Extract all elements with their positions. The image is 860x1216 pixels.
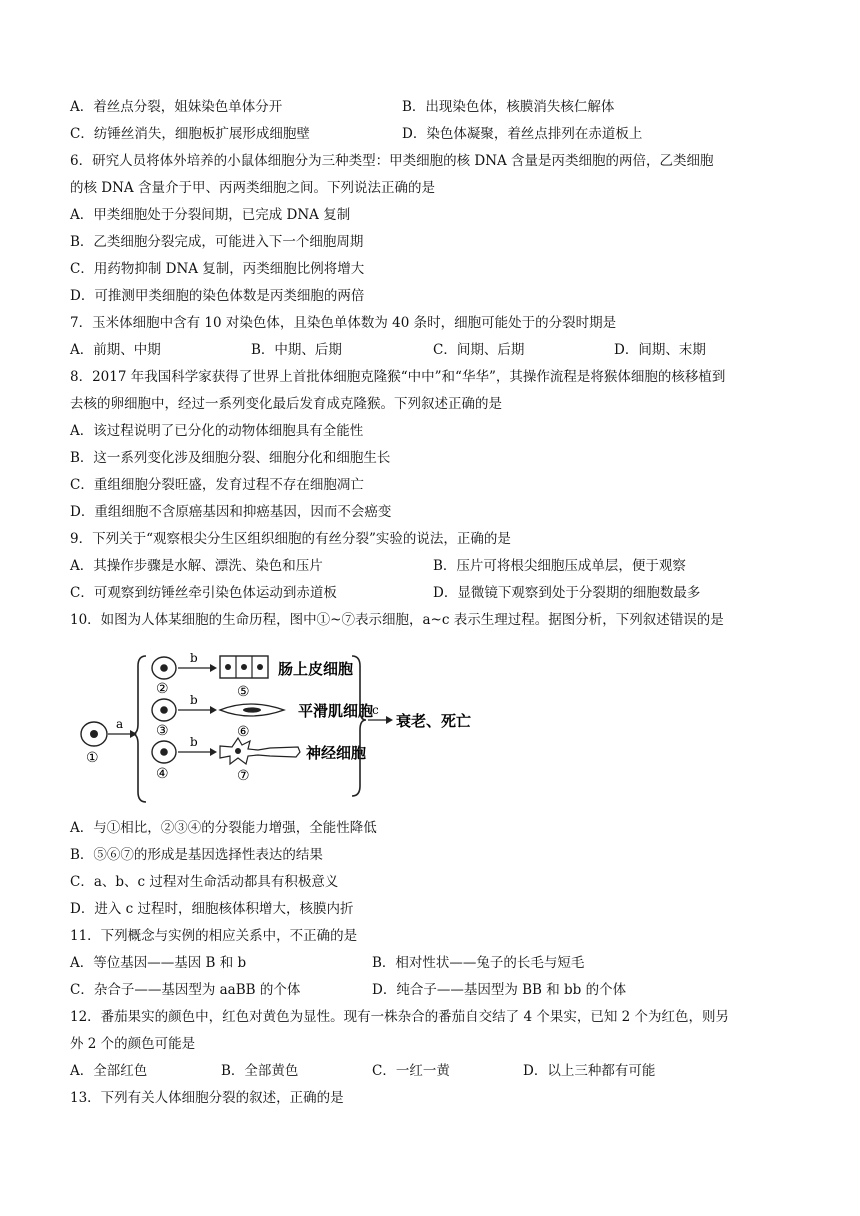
q5-options-row-2: [0, 124, 860, 144]
q8-option-b[interactable]: B．这一系列变化涉及细胞分裂、细胞分化和细胞生长: [70, 450, 391, 466]
q12-option-c[interactable]: C．一红一黄: [372, 1063, 450, 1079]
q11-stem: 11．下列概念与实例的相应关系中，不正确的是: [70, 928, 358, 944]
q9-option-d[interactable]: D．显微镜下观察到处于分裂期的细胞数最多: [433, 585, 701, 601]
q7-stem: 7．玉米体细胞中含有 10 对染色体，且染色单体数为 40 条时，细胞可能处于的分裂时期是: [70, 315, 617, 331]
q10-option-c[interactable]: C．a、b、c 过程对生命活动都具有积极意义: [70, 874, 339, 890]
q11-options-row-1: [0, 953, 860, 973]
q9-option-c[interactable]: C．可观察到纺锤丝牵引染色体运动到赤道板: [70, 585, 337, 601]
q7-option-b[interactable]: B．中期、后期: [251, 342, 342, 358]
process-b-label-1: b: [190, 651, 198, 665]
q10-option-d[interactable]: D．进入 c 过程时，细胞核体积增大，核膜内折: [70, 901, 354, 917]
q8-option-a[interactable]: A．该过程说明了已分化的动物体细胞具有全能性: [70, 423, 364, 439]
q9-option-a[interactable]: A．其操作步骤是水解、漂洗、染色和压片: [70, 558, 323, 574]
q9-options-row-2: [0, 583, 860, 603]
intestinal-cell-label: 肠上皮细胞: [278, 660, 354, 678]
intestinal-epithelial-cells: [220, 656, 268, 678]
q6-stem-line-1: 6．研究人员将体外培养的小鼠体细胞分为三种类型：甲类细胞的核 DNA 含量是丙类细胞的两倍，乙类细胞: [70, 153, 714, 169]
outcome-label: 衰老、死亡: [396, 712, 472, 730]
smooth-muscle-label: 平滑肌细胞: [298, 702, 374, 720]
q12-option-d[interactable]: D．以上三种都有可能: [523, 1063, 656, 1079]
q9-option-b[interactable]: B．压片可将根尖细胞压成单层，便于观察: [433, 558, 686, 574]
cell-6-label: ⑥: [237, 724, 250, 740]
cell-life-history-diagram: [70, 648, 490, 808]
cell-3-label: ③: [156, 723, 169, 739]
cell-1: [81, 722, 107, 746]
q7-option-d[interactable]: D．间期、末期: [614, 342, 706, 358]
cell-2: [152, 657, 176, 679]
process-c-label: c: [372, 703, 379, 717]
q12-option-a[interactable]: A．全部红色: [70, 1063, 148, 1079]
q6-option-a[interactable]: A．甲类细胞处于分裂间期，已完成 DNA 复制: [70, 207, 351, 223]
q12-option-b[interactable]: B．全部黄色: [221, 1063, 299, 1079]
cell-2-label: ②: [156, 681, 169, 697]
q8-option-c[interactable]: C．重组细胞分裂旺盛，发育过程不存在细胞凋亡: [70, 477, 364, 493]
q12-stem-line-2: 外 2 个的颜色可能是: [70, 1036, 196, 1052]
cell-7-label: ⑦: [237, 768, 250, 784]
q7-option-c[interactable]: C．间期、后期: [433, 342, 525, 358]
q9-options-row-1: [0, 556, 860, 576]
process-a-label: a: [116, 717, 124, 731]
q10-option-b[interactable]: B．⑤⑥⑦的形成是基因选择性表达的结果: [70, 847, 323, 863]
process-b-label-3: b: [190, 735, 198, 749]
cell-4-label: ④: [156, 766, 169, 782]
q13-stem: 13．下列有关人体细胞分裂的叙述，正确的是: [70, 1090, 344, 1106]
q9-stem: 9．下列关于“观察根尖分生区组织细胞的有丝分裂”实验的说法，正确的是: [70, 531, 511, 547]
q8-stem-line-2: 去核的卵细胞中，经过一系列变化最后发育成克隆猴。下列叙述正确的是: [70, 396, 502, 412]
q5-option-b[interactable]: B．出现染色体，核膜消失核仁解体: [402, 99, 615, 115]
neuron-label: 神经细胞: [306, 744, 367, 762]
cell-1-label: ①: [86, 750, 99, 766]
q10-option-a[interactable]: A．与①相比，②③④的分裂能力增强，全能性降低: [70, 820, 377, 836]
q6-option-b[interactable]: B．乙类细胞分裂完成，可能进入下一个细胞周期: [70, 234, 364, 250]
cell-5-label: ⑤: [237, 684, 250, 700]
process-b-label-2: b: [190, 693, 198, 707]
cell-3: [152, 699, 176, 721]
q5-option-c[interactable]: C．纺锤丝消失，细胞板扩展形成细胞壁: [70, 126, 310, 142]
q5-option-d[interactable]: D．染色体凝聚，着丝点排列在赤道板上: [402, 126, 643, 142]
q11-options-row-2: [0, 980, 860, 1000]
q12-options-row: [0, 1061, 860, 1081]
q8-option-d[interactable]: D．重组细胞不含原癌基因和抑癌基因，因而不会癌变: [70, 504, 392, 520]
q5-options-row-1: [0, 97, 860, 117]
smooth-muscle-cell: [220, 704, 284, 716]
left-brace: [132, 656, 146, 802]
q6-option-c[interactable]: C．用药物抑制 DNA 复制，丙类细胞比例将增大: [70, 261, 365, 277]
q11-option-d[interactable]: D．纯合子——基因型为 BB 和 bb 的个体: [372, 982, 627, 998]
cell-4: [152, 741, 176, 763]
q7-option-a[interactable]: A．前期、中期: [70, 342, 161, 358]
q12-stem-line-1: 12．番茄果实的颜色中，红色对黄色为显性。现有一株杂合的番茄自交结了 4 个果实，已知 2 个为红色，则另: [70, 1009, 730, 1025]
neuron-cell: [220, 738, 300, 764]
q11-option-c[interactable]: C．杂合子——基因型为 aaBB 的个体: [70, 982, 301, 998]
q11-option-b[interactable]: B．相对性状——兔子的长毛与短毛: [372, 955, 585, 971]
q10-stem: 10．如图为人体某细胞的生命历程，图中①~⑦表示细胞，a~c 表示生理过程。据图分析，下列叙述错误的是: [70, 612, 724, 628]
q5-option-a[interactable]: A．着丝点分裂，姐妹染色单体分开: [70, 99, 283, 115]
q8-stem-line-1: 8．2017 年我国科学家获得了世界上首批体细胞克隆猴“中中”和“华华”，其操作流程是将猴体细胞的核移植到: [70, 369, 726, 385]
q6-stem-line-2: 的核 DNA 含量介于甲、丙两类细胞之间。下列说法正确的是: [70, 180, 435, 196]
right-brace: [352, 656, 366, 796]
q11-option-a[interactable]: A．等位基因——基因 B 和 b: [70, 955, 247, 971]
q7-options-row: [0, 340, 860, 360]
q6-option-d[interactable]: D．可推测甲类细胞的染色体数是丙类细胞的两倍: [70, 288, 365, 304]
